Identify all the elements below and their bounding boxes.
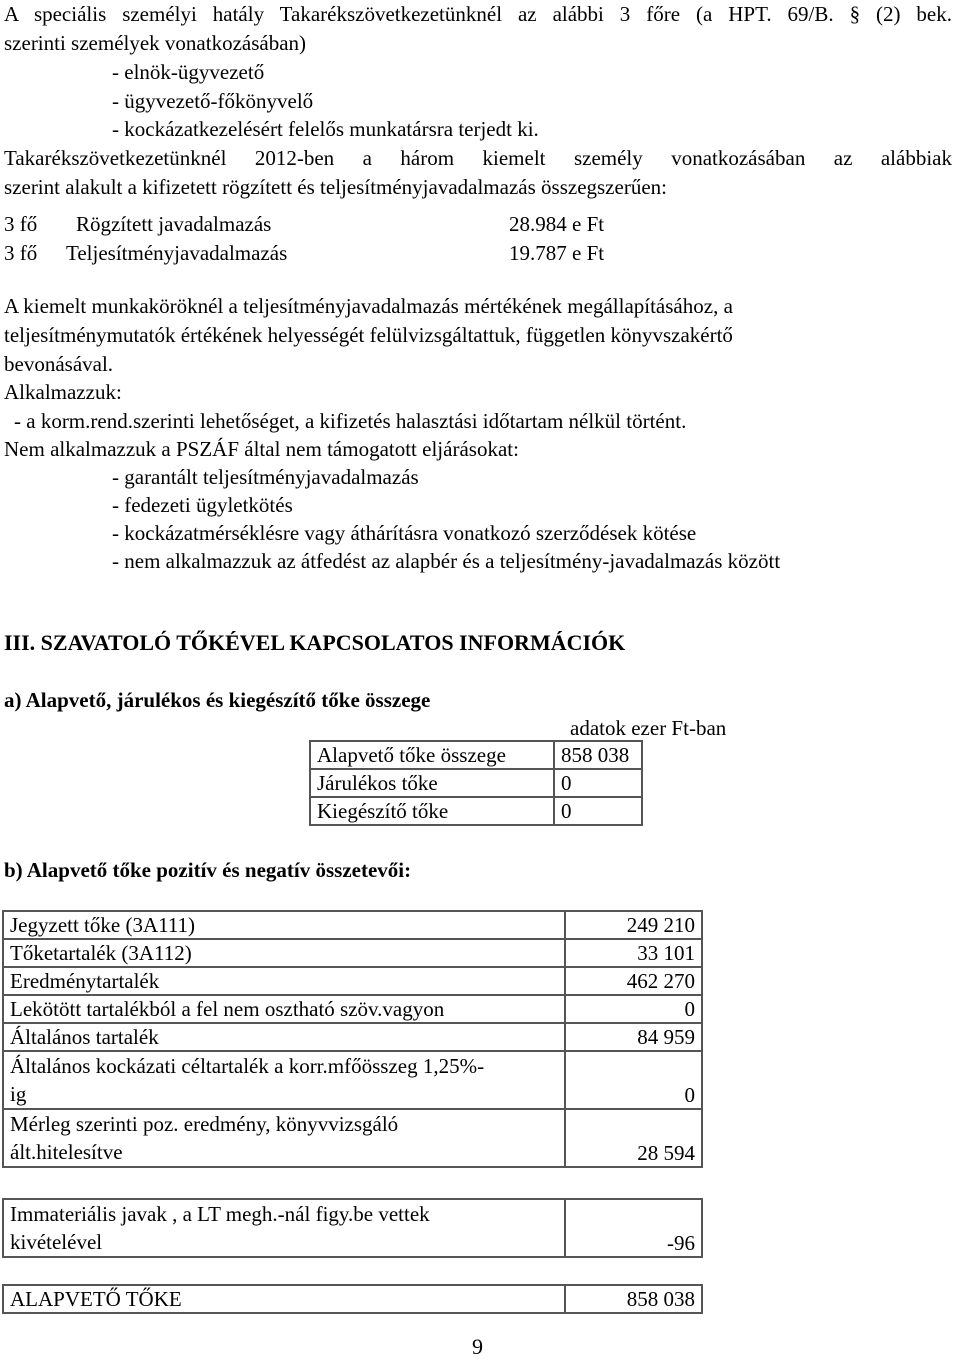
remuneration-amount: 19.787 e Ft: [509, 241, 605, 265]
page-number: 9: [472, 1334, 483, 1359]
remuneration-line-2: szerint alakult a kifizetett rögzített és teljesítményjavadalmazás összegszerűen:: [4, 175, 667, 199]
capital-summary-table: [309, 740, 643, 826]
applied-item: - a korm.rend.szerinti lehetőséget, a kifizetés halasztási időtartam nélkül történt.: [14, 409, 687, 433]
intro-list-item: - kockázatkezelésért felelős munkatársra terjedt ki.: [112, 117, 539, 141]
label-line: Általános kockázati céltartalék a korr.mfőösszeg 1,25%-: [10, 1054, 485, 1078]
table-cell-label: Kiegészítő tőke: [310, 797, 554, 825]
intro-line-1: A speciális személyi hatály Takarékszövetkezetünknél az alábbi 3 főre (a HPT. 69/B. § (2) bek.: [4, 2, 952, 26]
label-line: ált.hitelesítve: [10, 1140, 123, 1164]
table-cell-label: Lekötött tartalékból a fel nem osztható szöv.vagyon: [3, 995, 565, 1023]
table-row: [3, 1199, 702, 1257]
table-cell-value: 249 210: [565, 911, 702, 939]
table-row: [310, 741, 642, 769]
remuneration-label: Rögzített javadalmazás: [76, 212, 272, 236]
section-b-heading: b) Alapvető tőke pozitív és negatív összetevői:: [4, 858, 412, 882]
not-applied-heading: Nem alkalmazzuk a PSZÁF által nem támogatott eljárásokat:: [4, 437, 519, 461]
unit-note: adatok ezer Ft-ban: [570, 716, 727, 740]
remuneration-label: Teljesítményjavadalmazás: [66, 241, 288, 265]
table-cell-value: -96: [565, 1199, 702, 1257]
audit-line-3: bevonásával.: [4, 352, 114, 376]
remuneration-count: 3 fő: [4, 212, 38, 236]
table-row: [3, 1023, 702, 1051]
table-row: [3, 939, 702, 967]
remuneration-count: 3 fő: [4, 241, 38, 265]
table-cell-value: 33 101: [565, 939, 702, 967]
table-row: [3, 967, 702, 995]
table-cell-label: Általános tartalék: [3, 1023, 565, 1051]
table-cell-value: 28 594: [565, 1109, 702, 1167]
label-line: Mérleg szerinti poz. eredmény, könyvvizsgáló: [10, 1112, 399, 1136]
table-row: [310, 769, 642, 797]
table-cell-value: 462 270: [565, 967, 702, 995]
table-row: [310, 797, 642, 825]
table-cell-value: 858 038: [554, 741, 642, 769]
remuneration-amount: 28.984 e Ft: [509, 212, 605, 236]
intro-list-item: - elnök-ügyvezető: [112, 60, 265, 84]
table-cell-label: Járulékos tőke: [310, 769, 554, 797]
table-cell-label: [3, 1199, 565, 1257]
not-applied-item: - fedezeti ügyletkötés: [112, 493, 293, 517]
section-title: III. SZAVATOLÓ TŐKÉVEL KAPCSOLATOS INFORMÁCIÓK: [4, 630, 626, 655]
table-cell-label: ALAPVETŐ TŐKE: [3, 1285, 565, 1313]
remuneration-line-1: Takarékszövetkezetünknél 2012-ben a három kiemelt személy vonatkozásában az alábbiak: [4, 146, 952, 170]
table-cell-value: 84 959: [565, 1023, 702, 1051]
table-row: [3, 995, 702, 1023]
applied-heading: Alkalmazzuk:: [4, 380, 122, 404]
table-cell-value: 0: [565, 995, 702, 1023]
label-line: ig: [10, 1082, 27, 1106]
audit-line-1: A kiemelt munkaköröknél a teljesítményjavadalmazás mértékének megállapításához, a: [4, 294, 733, 318]
table-cell-value: 0: [554, 797, 642, 825]
label-line: kivételével: [10, 1230, 103, 1254]
table-cell-label: Tőketartalék (3A112): [3, 939, 565, 967]
table-cell-label: Jegyzett tőke (3A111): [3, 911, 565, 939]
section-a-heading: a) Alapvető, járulékos és kiegészítő tőke összege: [4, 688, 431, 712]
not-applied-item: - kockázatmérséklésre vagy áthárításra vonatkozó szerződések kötése: [112, 521, 697, 545]
label-line: Immateriális javak , a LT megh.-nál figy.be vettek: [10, 1202, 430, 1226]
not-applied-item: - garantált teljesítményjavadalmazás: [112, 465, 419, 489]
intro-list-item: - ügyvezető-főkönyvelő: [112, 89, 314, 113]
table-cell-label: Eredménytartalék: [3, 967, 565, 995]
table-cell-value: 0: [554, 769, 642, 797]
table-cell-label: [3, 1051, 565, 1109]
table-row: [3, 1285, 702, 1313]
table-row: [3, 1109, 702, 1167]
intro-line-2: szerinti személyek vonatkozásában): [4, 31, 307, 55]
table-cell-value: 858 038: [565, 1285, 702, 1313]
audit-line-2: teljesítménymutatók értékének helyességét felülvizsgáltattuk, független könyvszakértő: [4, 323, 733, 347]
intangible-assets-table: [2, 1198, 703, 1258]
table-cell-value: 0: [565, 1051, 702, 1109]
capital-components-table: [2, 910, 703, 1168]
total-capital-table: [2, 1284, 703, 1314]
table-cell-label: [3, 1109, 565, 1167]
table-cell-label: Alapvető tőke összege: [310, 741, 554, 769]
table-row: [3, 1051, 702, 1109]
table-row: [3, 911, 702, 939]
not-applied-item: - nem alkalmazzuk az átfedést az alapbér és a teljesítmény-javadalmazás között: [112, 549, 781, 573]
